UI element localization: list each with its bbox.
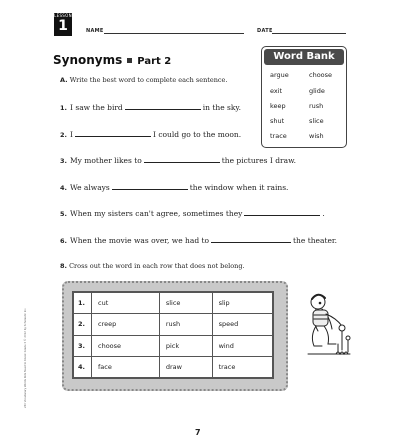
sentence-item bbox=[60, 101, 241, 112]
title-part: Part 2 bbox=[137, 56, 172, 67]
section-8-instruction bbox=[60, 262, 245, 270]
word-bank-word: rush bbox=[309, 102, 324, 110]
sentence-text: . bbox=[322, 209, 325, 218]
section-8-number: 8. bbox=[60, 262, 67, 270]
sentence-item bbox=[60, 234, 337, 245]
sentence-number: 4. bbox=[60, 184, 67, 192]
word-bank-word: trace bbox=[270, 132, 287, 140]
sentence-text: the theater. bbox=[293, 236, 338, 245]
table-word[interactable]: wind bbox=[212, 335, 272, 356]
table-word[interactable]: creep bbox=[92, 314, 160, 335]
sentence-item bbox=[60, 154, 296, 165]
sentence-number: 5. bbox=[60, 210, 67, 218]
word-bank bbox=[261, 46, 347, 148]
copyright-notice bbox=[24, 307, 30, 408]
table-word[interactable]: cut bbox=[92, 293, 160, 314]
sentence-item bbox=[60, 207, 325, 218]
table-row bbox=[74, 335, 273, 356]
answer-blank[interactable] bbox=[211, 234, 291, 243]
word-bank-word: shut bbox=[270, 117, 285, 125]
table-word[interactable]: speed bbox=[212, 314, 272, 335]
word-bank-word: glide bbox=[309, 87, 325, 95]
row-number: 2. bbox=[74, 314, 92, 335]
word-bank-title: Word Bank bbox=[264, 49, 344, 65]
lesson-number: 1 bbox=[58, 18, 68, 34]
sentence-item bbox=[60, 128, 241, 139]
answer-blank[interactable] bbox=[244, 207, 320, 216]
table-word[interactable]: face bbox=[92, 356, 160, 377]
sentence-number: 6. bbox=[60, 237, 67, 245]
table-word[interactable]: choose bbox=[92, 335, 160, 356]
sentence-number: 3. bbox=[60, 157, 67, 165]
table-word[interactable]: rush bbox=[159, 314, 212, 335]
row-number: 1. bbox=[74, 293, 92, 314]
word-bank-word: wish bbox=[309, 132, 324, 140]
table-word[interactable]: draw bbox=[159, 356, 212, 377]
sentence-number: 2. bbox=[60, 131, 67, 139]
sentence-text: the pictures I draw. bbox=[221, 156, 297, 165]
name-label: NAME bbox=[86, 28, 104, 34]
table-word[interactable]: slice bbox=[159, 293, 212, 314]
word-bank-word: argue bbox=[270, 71, 289, 79]
sentence-text: I saw the bird bbox=[70, 103, 123, 112]
sentence-text: When the movie was over, we had to bbox=[70, 236, 210, 245]
sentence-text: the window when it rains. bbox=[189, 183, 289, 192]
row-number: 3. bbox=[74, 335, 92, 356]
table-word[interactable]: pick bbox=[159, 335, 212, 356]
answer-blank[interactable] bbox=[75, 128, 151, 137]
section-a-text: Write the best word to complete each sentence. bbox=[69, 76, 228, 84]
sentence-text: in the sky. bbox=[202, 103, 242, 112]
word-bank-word: slice bbox=[309, 117, 324, 125]
name-field[interactable] bbox=[104, 33, 244, 34]
answer-blank[interactable] bbox=[112, 181, 188, 190]
sentence-number: 1. bbox=[60, 104, 67, 112]
section-a-instruction bbox=[60, 76, 227, 84]
date-field[interactable] bbox=[272, 33, 346, 34]
table-row bbox=[74, 293, 273, 314]
square-bullet-icon bbox=[127, 58, 132, 63]
word-table bbox=[72, 291, 274, 379]
date-label: DATE bbox=[257, 28, 273, 34]
sentence-item bbox=[60, 181, 288, 192]
sentence-text: When my sisters can't agree, sometimes they bbox=[70, 209, 243, 218]
word-bank-word: keep bbox=[270, 102, 286, 110]
sentence-text: I could go to the moon. bbox=[152, 130, 242, 139]
copyright-text: 240 Vocabulary Words Kids Need to Know: Grade 3 © 2012 by Scholastic Inc. bbox=[24, 307, 27, 408]
lesson-badge bbox=[54, 13, 72, 36]
sentence-text: My mother likes to bbox=[70, 156, 142, 165]
row-number: 4. bbox=[74, 356, 92, 377]
section-a-letter: A. bbox=[60, 76, 68, 84]
page-title bbox=[53, 53, 171, 67]
word-bank-word: exit bbox=[270, 87, 283, 95]
sentence-text: I bbox=[70, 130, 73, 139]
title-main: Synonyms bbox=[53, 53, 123, 67]
table-word[interactable]: trace bbox=[212, 356, 272, 377]
boy-illustration bbox=[300, 288, 352, 364]
word-bank-word: choose bbox=[309, 71, 333, 79]
page-number: 7 bbox=[195, 428, 201, 437]
lesson-label: LESSON bbox=[54, 13, 72, 18]
sentence-text: We always bbox=[70, 183, 110, 192]
table-row bbox=[74, 356, 273, 377]
answer-blank[interactable] bbox=[125, 101, 201, 110]
table-word[interactable]: slip bbox=[212, 293, 272, 314]
section-8-text: Cross out the word in each row that does not belong. bbox=[69, 262, 245, 270]
table-row bbox=[74, 314, 273, 335]
answer-blank[interactable] bbox=[144, 154, 220, 163]
